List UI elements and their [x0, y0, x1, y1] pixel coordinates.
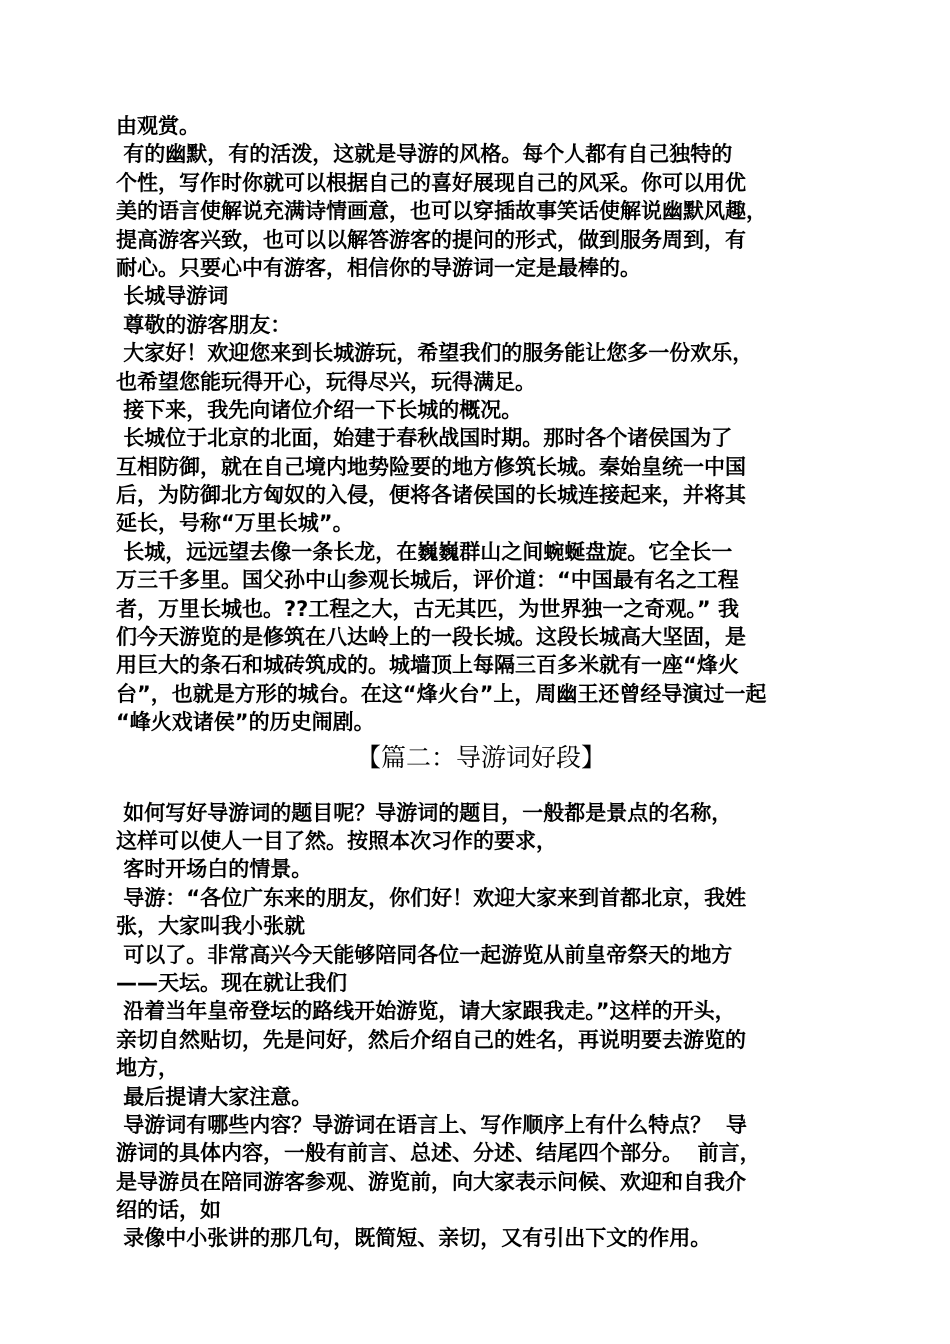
text-line: 后，为防御北方匈奴的入侵，便将各诸侯国的长城连接起来，并将其 [116, 483, 746, 508]
text-line: 这样可以使人一目了然。按照本次习作的要求， [116, 828, 557, 853]
text-line: 由观赏。 [116, 114, 200, 138]
text-line: 录像中小张讲的那几句，既简短、亲切，又有引出下文的作用。 [116, 1226, 712, 1251]
text-line: 台”，也就是方形的城台。在这“烽火台”上，周幽王还曾经导演过一起 [116, 681, 767, 706]
text-line: 客时开场白的情景。 [116, 857, 313, 882]
text-line: ——天坛。现在就让我们 [116, 970, 347, 995]
text-line: 用巨大的条石和城砖筑成的。城墙顶上每隔三百多米就有一座“烽火 [116, 653, 739, 678]
text-line: “峰火戏诸侯”的历史闹剧。 [116, 710, 375, 735]
section-heading: 【篇二：导游词好段】 [355, 742, 606, 772]
section-1 [116, 112, 846, 737]
text-line: 者，万里长城也。??工程之大，古无其匹，为世界独一之奇观。” 我 [116, 596, 739, 621]
text-line: 长城，远远望去像一条长龙，在巍巍群山之间蜿蜒盘旋。它全长一 [116, 539, 733, 564]
section-2 [116, 799, 846, 1253]
text-line: 绍的话，如 [116, 1198, 221, 1223]
text-line: 最后提请大家注意。 [116, 1084, 313, 1109]
text-line: 万三千多里。国父孙中山参观长城后，评价道：“中国最有名之工程 [116, 568, 739, 593]
text-line: 互相防御，就在自己境内地势险要的地方修筑长城。秦始皇统一中国 [116, 454, 746, 479]
text-line: 尊敬的游客朋友： [116, 312, 292, 337]
document-page [116, 112, 846, 1253]
text-line: 张，大家叫我小张就 [116, 914, 305, 939]
text-line: 接下来，我先向诸位介绍一下长城的概况。 [116, 397, 523, 422]
text-line: 导游词有哪些内容？导游词在语言上、写作顺序上有什么特点？ 导 [116, 1112, 747, 1137]
text-line: 导游：“各位广东来的朋友，你们好！欢迎大家来到首都北京，我姓 [116, 885, 747, 910]
text-line: 亲切自然贴切，先是问好，然后介绍自己的姓名，再说明要去游览的 [116, 1027, 746, 1052]
text-line: 耐心。只要心中有游客，相信你的导游词一定是最棒的。 [116, 255, 641, 280]
text-line: 美的语言使解说充满诗情画意，也可以穿插故事笑话使解说幽默风趣， [116, 199, 767, 224]
text-line: 可以了。非常高兴今天能够陪同各位一起游览从前皇帝祭天的地方 [116, 942, 733, 967]
text-line: 提高游客兴致，也可以以解答游客的提问的形式，做到服务周到，有 [116, 227, 746, 252]
text-line: 大家好！欢迎您来到长城游玩，希望我们的服务能让您多一份欢乐， [116, 341, 754, 366]
text-line: 长城导游词 [116, 284, 229, 309]
text-line: 是导游员在陪同游客参观、游览前，向大家表示问候、欢迎和自我介 [116, 1169, 746, 1194]
text-line: 游词的具体内容，一般有前言、总述、分述、结尾四个部分。 前言， [116, 1141, 761, 1166]
text-line: 延长，号称“万里长城”。 [116, 511, 354, 536]
text-line: 沿着当年皇帝登坛的路线开始游览，请大家跟我走。”这样的开头， [116, 999, 736, 1024]
text-line: 如何写好导游词的题目呢？导游词的题目，一般都是景点的名称， [116, 800, 733, 825]
text-line: 地方， [116, 1056, 179, 1081]
text-line: 们今天游览的是修筑在八达岭上的一段长城。这段长城高大坚固，是 [116, 625, 746, 650]
text-line: 也希望您能玩得开心，玩得尽兴，玩得满足。 [116, 369, 536, 394]
text-line: 有的幽默，有的活泼，这就是导游的风格。每个人都有自己独特的 [116, 142, 733, 167]
text-line: 长城位于北京的北面，始建于春秋战国时期。那时各个诸侯国为了 [116, 426, 733, 451]
text-line: 个性，写作时你就可以根据自己的喜好展现自己的风采。你可以用优 [116, 170, 746, 195]
